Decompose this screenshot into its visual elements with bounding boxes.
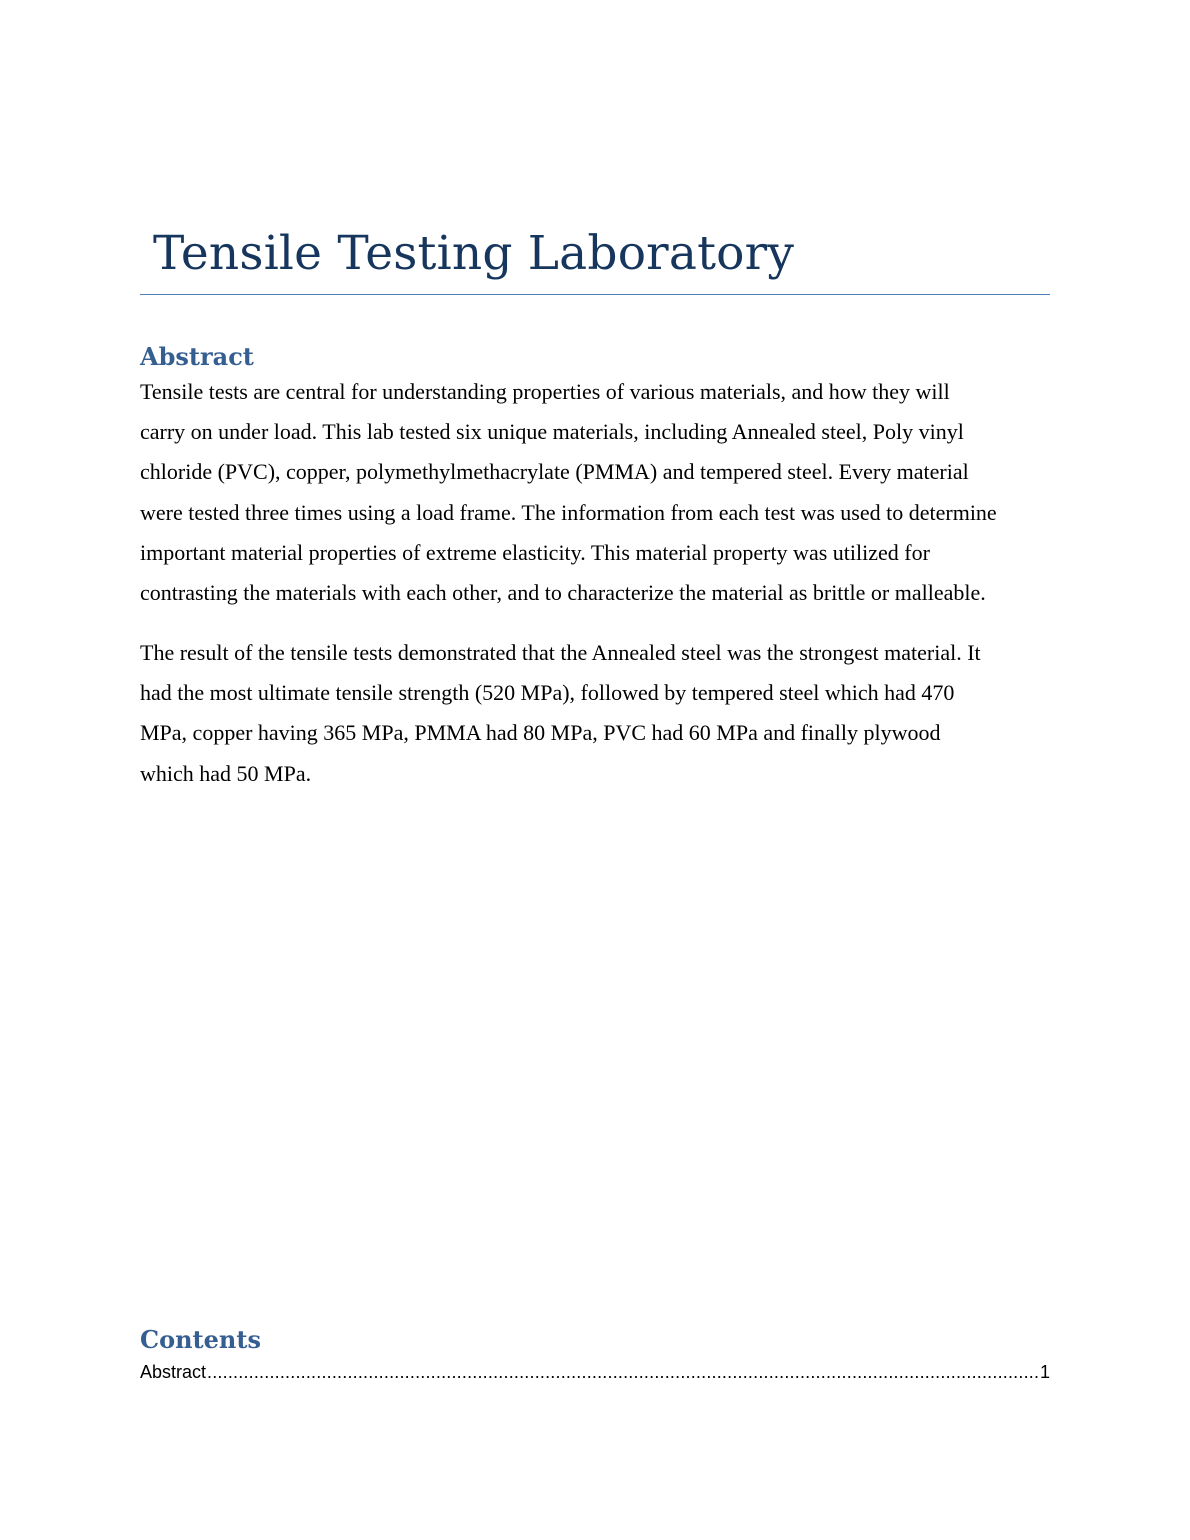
paragraph-line: The result of the tensile tests demonstrated that the Annealed steel was the strongest material. It: [140, 640, 981, 665]
contents-heading: Contents: [140, 1325, 261, 1354]
paragraph-line: contrasting the materials with each other, and to characterize the material as brittle or malleable.: [140, 580, 986, 606]
abstract-paragraph-1: [140, 372, 1055, 613]
paragraph-line: chloride (PVC), copper, polymethylmethacrylate (PMMA) and tempered steel. Every material: [140, 459, 969, 485]
abstract-paragraph-2: [140, 633, 1055, 794]
title-underline-divider: [140, 294, 1050, 295]
document-title: Tensile Testing Laboratory: [153, 226, 795, 281]
paragraph-line: important material properties of extreme elasticity. This material property was utilized for: [140, 539, 930, 565]
paragraph-line: MPa, copper having 365 MPa, PMMA had 80 MPa, PVC had 60 MPa and finally plywood: [140, 720, 941, 746]
paragraph-line: carry on under load. This lab tested six unique materials, including Annealed steel, Poly vinyl: [140, 419, 964, 445]
abstract-heading: Abstract: [140, 342, 254, 371]
paragraph-line: were tested three times using a load frame. The information from each test was used to determine: [140, 499, 997, 525]
toc-entry-page-number[interactable]: 1: [1039, 1362, 1050, 1382]
toc-entry-abstract[interactable]: [140, 1362, 1050, 1388]
paragraph-line: which had 50 MPa.: [140, 760, 312, 786]
paragraph-line: had the most ultimate tensile strength (520 MPa), followed by tempered steel which had 470: [140, 680, 955, 706]
paragraph-line: Tensile tests are central for understanding properties of various materials, and how they will: [140, 379, 950, 404]
toc-dot-leader: [207, 1362, 1039, 1383]
toc-entry-label[interactable]: Abstract: [140, 1362, 207, 1382]
